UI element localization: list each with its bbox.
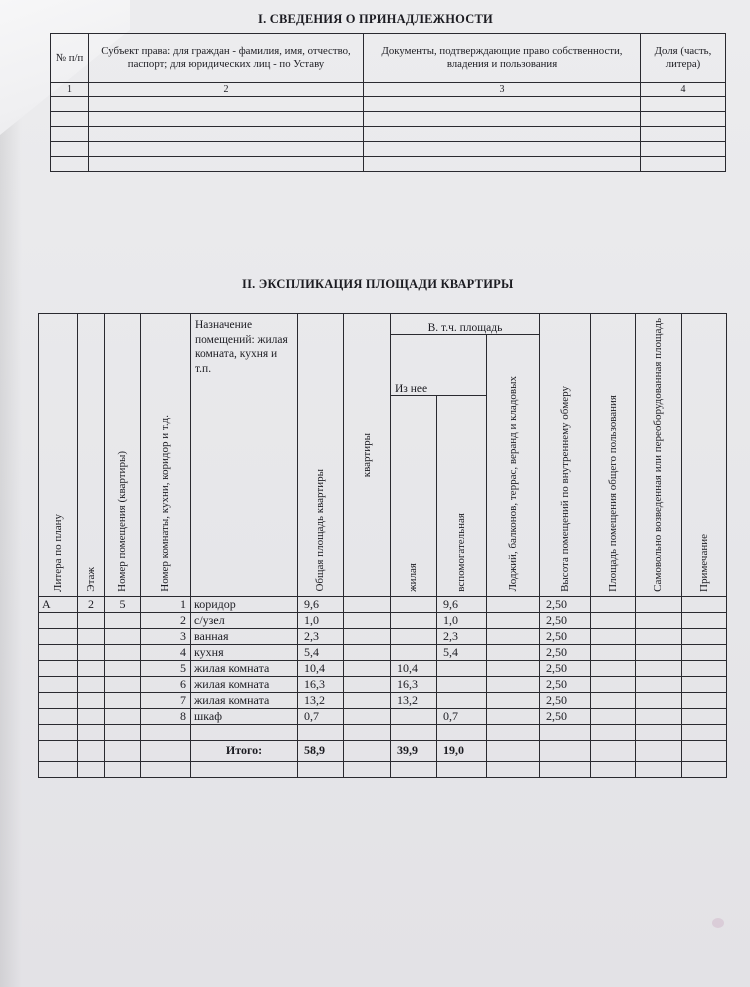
- colnum-4: 4: [641, 83, 726, 97]
- cell-vysota: 2,50: [540, 692, 591, 708]
- section2-title: II. ЭКСПЛИКАЦИЯ ПЛОЩАДИ КВАРТИРЫ: [242, 277, 514, 291]
- explication-table: [38, 313, 727, 778]
- ink-smudge: [712, 918, 724, 928]
- table-row: [39, 596, 727, 612]
- header-v-tch-ploshchad: В. т.ч. площадь: [391, 314, 540, 335]
- header-litera: Литера по плану: [51, 513, 64, 592]
- total-label: Итого:: [191, 740, 298, 761]
- cell-obshaya: 2,3: [298, 628, 344, 644]
- cell-vysota: 2,50: [540, 644, 591, 660]
- explication-header-row: [39, 314, 727, 335]
- colnum-2: 2: [89, 83, 364, 97]
- cell-naznachenie: жилая комната: [191, 692, 298, 708]
- cell-vysota: 2,50: [540, 660, 591, 676]
- cell-etazh: 2: [78, 596, 105, 612]
- header-documents: Документы, подтверждающие право собственности, владения и пользования: [364, 34, 641, 83]
- cell-obshaya: 1,0: [298, 612, 344, 628]
- cell-naznachenie: с/узел: [191, 612, 298, 628]
- header-share: Доля (часть, литера): [641, 34, 726, 83]
- cell-komnata: 5: [141, 660, 191, 676]
- cell-vspomog: [437, 676, 487, 692]
- cell-vysota: 2,50: [540, 596, 591, 612]
- cell-obshaya: 16,3: [298, 676, 344, 692]
- cell-vspomog: 5,4: [437, 644, 487, 660]
- ownership-table: [50, 33, 726, 172]
- header-obshego-polzovaniya: Площадь помещения общего пользования: [606, 395, 619, 592]
- table-row: [51, 112, 726, 127]
- cell-obshaya: 10,4: [298, 660, 344, 676]
- cell-vspomog: [437, 660, 487, 676]
- table-row: [39, 724, 727, 740]
- cell-komnata: 7: [141, 692, 191, 708]
- header-obshaya-ploshchad: Общая площадь квартиры: [314, 469, 326, 592]
- table-row: [51, 157, 726, 172]
- cell-vysota: 2,50: [540, 628, 591, 644]
- total-row: [39, 740, 727, 761]
- header-naznachenie: Назначение помещений: жилая комната, кухня и т.п.: [191, 314, 298, 597]
- cell-obshaya: 5,4: [298, 644, 344, 660]
- cell-litera: А: [39, 596, 78, 612]
- cell-obshaya: 13,2: [298, 692, 344, 708]
- header-etazh: Этаж: [84, 567, 97, 592]
- header-samovolno: Самовольно возведенная или переоборудованная площадь: [652, 318, 664, 592]
- table-row: [39, 660, 727, 676]
- header-subject: Субъект права: для граждан - фамилия, имя, отчество, паспорт; для юридических лиц - по Уставу: [89, 34, 364, 83]
- cell-komnata: 3: [141, 628, 191, 644]
- colnum-3: 3: [364, 83, 641, 97]
- table-row: [39, 708, 727, 724]
- header-lodzhiy: Лоджий, балконов, террас, веранд и кладовых: [506, 376, 519, 592]
- cell-komnata: 2: [141, 612, 191, 628]
- header-iz-nee: Из нее: [391, 335, 487, 396]
- table-row: [39, 676, 727, 692]
- cell-vspomog: 2,3: [437, 628, 487, 644]
- cell-vspomog: 0,7: [437, 708, 487, 724]
- page-edge-shadow: [0, 0, 22, 987]
- colnum-1: 1: [51, 83, 89, 97]
- cell-naznachenie: шкаф: [191, 708, 298, 724]
- cell-zhilaya: 16,3: [391, 676, 437, 692]
- total-obshaya: 58,9: [298, 740, 344, 761]
- cell-naznachenie: ванная: [191, 628, 298, 644]
- table-row: [39, 612, 727, 628]
- cell-zhilaya: [391, 612, 437, 628]
- table-row: [39, 692, 727, 708]
- cell-obshaya: 9,6: [298, 596, 344, 612]
- cell-zhilaya: [391, 708, 437, 724]
- cell-komnata: 6: [141, 676, 191, 692]
- table-row: [51, 97, 726, 112]
- cell-zhilaya: 10,4: [391, 660, 437, 676]
- table-row: [39, 761, 727, 777]
- cell-zhilaya: [391, 596, 437, 612]
- cell-vysota: 2,50: [540, 708, 591, 724]
- cell-komnata: 8: [141, 708, 191, 724]
- table-row: [51, 142, 726, 157]
- total-vspomog: 19,0: [437, 740, 487, 761]
- cell-obshaya: 0,7: [298, 708, 344, 724]
- cell-zhilaya: [391, 644, 437, 660]
- cell-naznachenie: жилая комната: [191, 676, 298, 692]
- cell-vysota: 2,50: [540, 676, 591, 692]
- table-row: [39, 628, 727, 644]
- header-vysota: Высота помещений по внутреннему обмеру: [558, 385, 571, 592]
- header-nomer-pomeshcheniya: Номер помещения (квартиры): [116, 451, 128, 592]
- cell-komnata: 4: [141, 644, 191, 660]
- header-kvartiry: квартиры: [360, 432, 373, 478]
- cell-zhilaya: 13,2: [391, 692, 437, 708]
- table-row: [39, 644, 727, 660]
- ownership-header-row: [51, 34, 726, 83]
- header-vspomogatelnaya: вспомогательная: [455, 513, 467, 592]
- cell-naznachenie: коридор: [191, 596, 298, 612]
- cell-vspomog: 1,0: [437, 612, 487, 628]
- cell-vspomog: 9,6: [437, 596, 487, 612]
- ownership-numbers-row: [51, 83, 726, 97]
- cell-zhilaya: [391, 628, 437, 644]
- header-nomer-komnaty: Номер комнаты, кухни, коридор и т.д.: [159, 415, 171, 592]
- total-zhilaya: 39,9: [391, 740, 437, 761]
- table-row: [51, 127, 726, 142]
- cell-naznachenie: кухня: [191, 644, 298, 660]
- cell-vspomog: [437, 692, 487, 708]
- header-primechanie: Примечание: [697, 533, 710, 592]
- cell-komnata: 1: [141, 596, 191, 612]
- cell-pomeshchenie: 5: [105, 596, 141, 612]
- section1-title: I. СВЕДЕНИЯ О ПРИНАДЛЕЖНОСТИ: [258, 12, 493, 26]
- cell-naznachenie: жилая комната: [191, 660, 298, 676]
- header-number: № п/п: [51, 34, 89, 83]
- cell-vysota: 2,50: [540, 612, 591, 628]
- header-zhilaya: жилая: [407, 562, 419, 592]
